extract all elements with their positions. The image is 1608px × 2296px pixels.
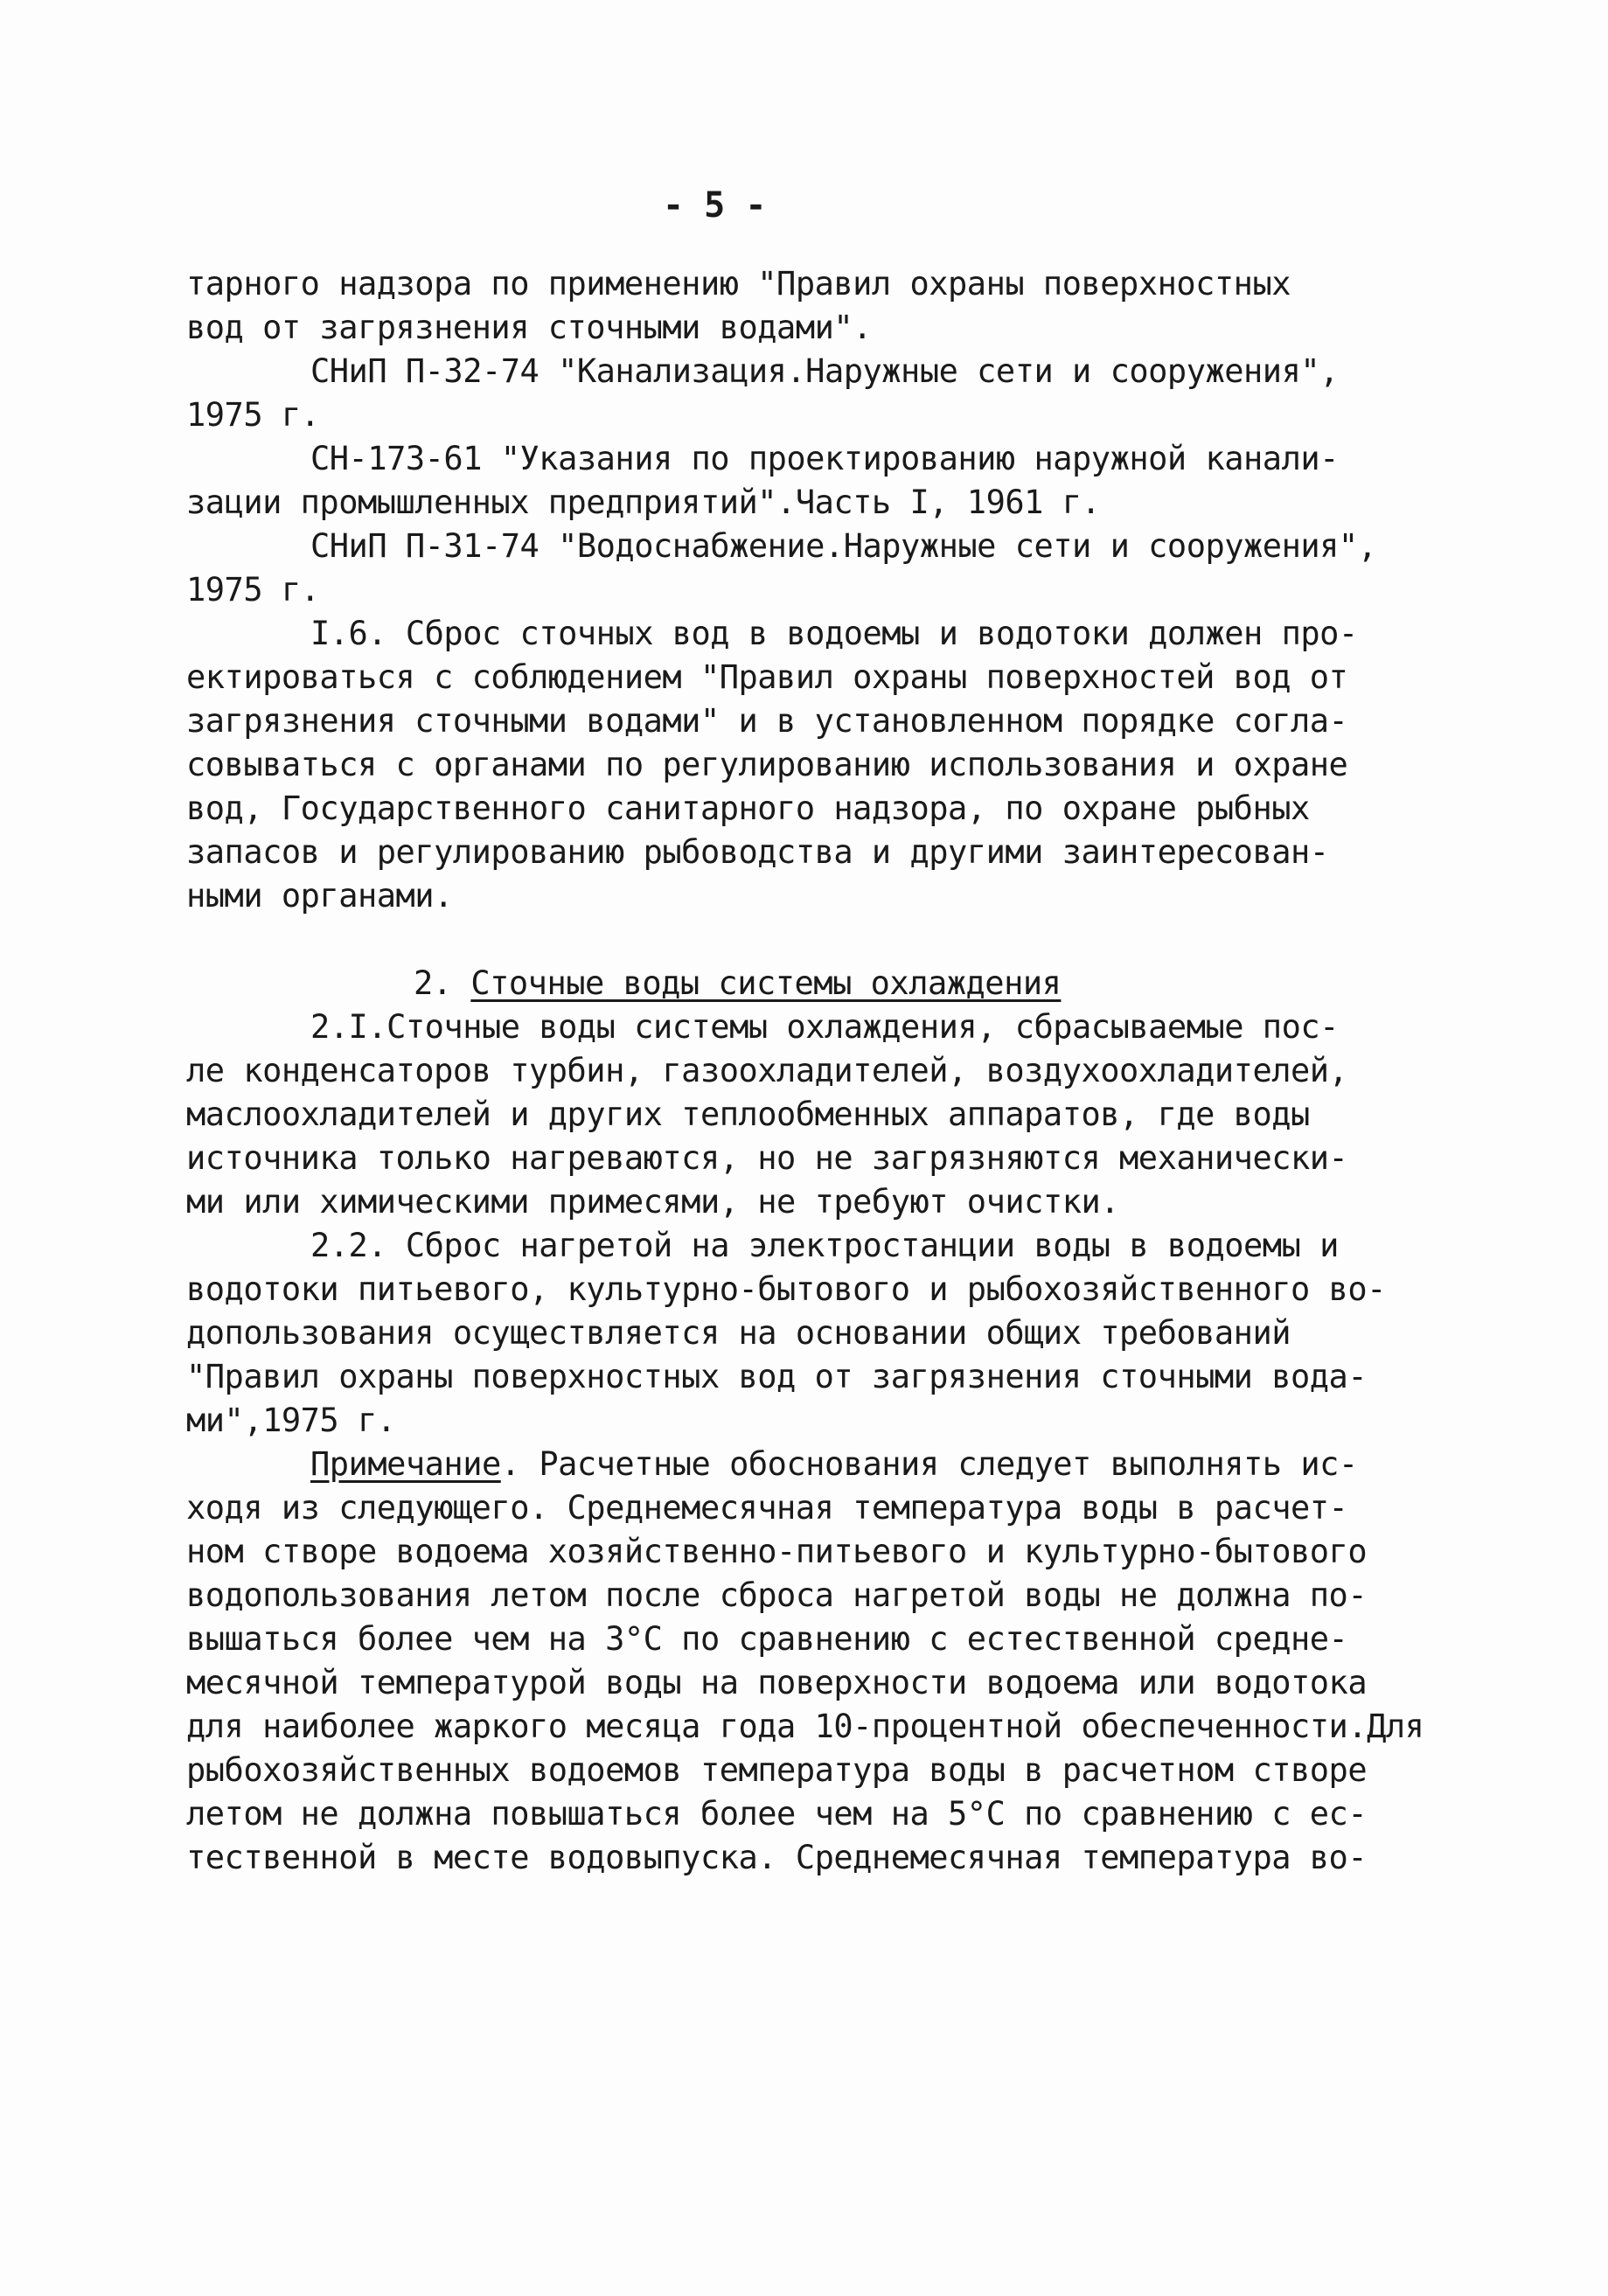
note-label: Примечание: [310, 1445, 501, 1483]
note-line: ном створе водоема хозяйственно-питьевого и культурно-бытового: [186, 1533, 1368, 1570]
note-line: летом не должна повышаться более чем на 5°С по сравнению с ес-: [186, 1795, 1368, 1833]
intro-line: вод от загрязнения сточными водами".: [186, 309, 872, 346]
note-line: вышаться более чем на 3°С по сравнению с естественной средне-: [186, 1620, 1348, 1658]
reference-line: СНиП П-32-74 "Канализация.Наружные сети и сооружения",: [310, 352, 1339, 390]
paragraph-2-1-line: ле конденсаторов турбин, газоохладителей, воздухоохладителей,: [186, 1052, 1348, 1089]
note-first-line: [186, 1443, 1358, 1486]
note-line: водопользования летом после сброса нагретой воды не должна по-: [186, 1576, 1368, 1614]
section-title: Сточные воды системы охлаждения: [470, 964, 1062, 1002]
paragraph-2-2-line: 2.2. Сброс нагретой на электростанции воды в водоемы и: [310, 1227, 1339, 1264]
note-first-text: . Расчетные обоснования следует выполнять ис-: [500, 1445, 1358, 1483]
paragraph-2-1-line: ми или химическими примесями, не требуют очистки.: [186, 1183, 1120, 1221]
reference-line: СНиП П-31-74 "Водоснабжение.Наружные сети и сооружения",: [310, 527, 1377, 565]
document-body: [186, 262, 1424, 1880]
paragraph-2-2-line: ми",1975 г.: [186, 1402, 396, 1439]
section-heading: [186, 962, 1358, 1005]
reference-line: зации промышленных предприятий".Часть I, 1961 г.: [186, 484, 1101, 521]
page-number: - 5 -: [663, 185, 766, 226]
paragraph-2-2-line: "Правил охраны поверхностных вод от загрязнения сточными вода-: [186, 1358, 1368, 1395]
note-line: ходя из следующего. Среднемесячная температура воды в расчет-: [186, 1489, 1348, 1527]
note-line: рыбохозяйственных водоемов температура воды в расчетном створе: [186, 1751, 1368, 1789]
intro-line: тарного надзора по применению "Правил охраны поверхностных: [186, 265, 1291, 303]
paragraph-1-6-line: запасов и регулированию рыбоводства и другими заинтересован-: [186, 833, 1329, 871]
paragraph-1-6-line: вод, Государственного санитарного надзора, по охране рыбных: [186, 790, 1310, 827]
paragraph-2-1-line: 2.I.Сточные воды системы охлаждения, сбрасываемые пос-: [310, 1008, 1339, 1046]
paragraph-1-6-line: загрязнения сточными водами" и в установленном порядке согла-: [186, 702, 1348, 740]
paragraph-1-6-line: ными органами.: [186, 877, 453, 915]
note-line: месячной температурой воды на поверхности водоема или водотока: [186, 1664, 1368, 1701]
section-number: 2.: [414, 964, 452, 1002]
paragraph-1-6-line: совываться с органами по регулированию использования и охране: [186, 746, 1348, 783]
paragraph-2-2-line: допользования осуществляется на основании общих требований: [186, 1314, 1291, 1352]
paragraph-2-1-line: маслоохладителей и других теплообменных аппаратов, где воды: [186, 1096, 1310, 1133]
paragraph-1-6-line: ектироваться с соблюдением "Правил охраны поверхностей вод от: [186, 658, 1348, 696]
note-line: тественной в месте водовыпуска. Среднемесячная температура во-: [186, 1839, 1368, 1876]
reference-line: 1975 г.: [186, 396, 320, 434]
paragraph-1-6-line: I.6. Сброс сточных вод в водоемы и водотоки должен про-: [310, 615, 1358, 652]
reference-line: 1975 г.: [186, 571, 320, 609]
paragraph-2-2-line: водотоки питьевого, культурно-бытового и рыбохозяйственного во-: [186, 1270, 1386, 1308]
paragraph-2-1-line: источника только нагреваются, но не загрязняются механически-: [186, 1139, 1348, 1177]
note-line: для наиболее жаркого месяца года 10-процентной обеспеченности.Для: [186, 1708, 1424, 1745]
reference-line: СН-173-61 "Указания по проектированию наружной канали-: [310, 440, 1339, 477]
